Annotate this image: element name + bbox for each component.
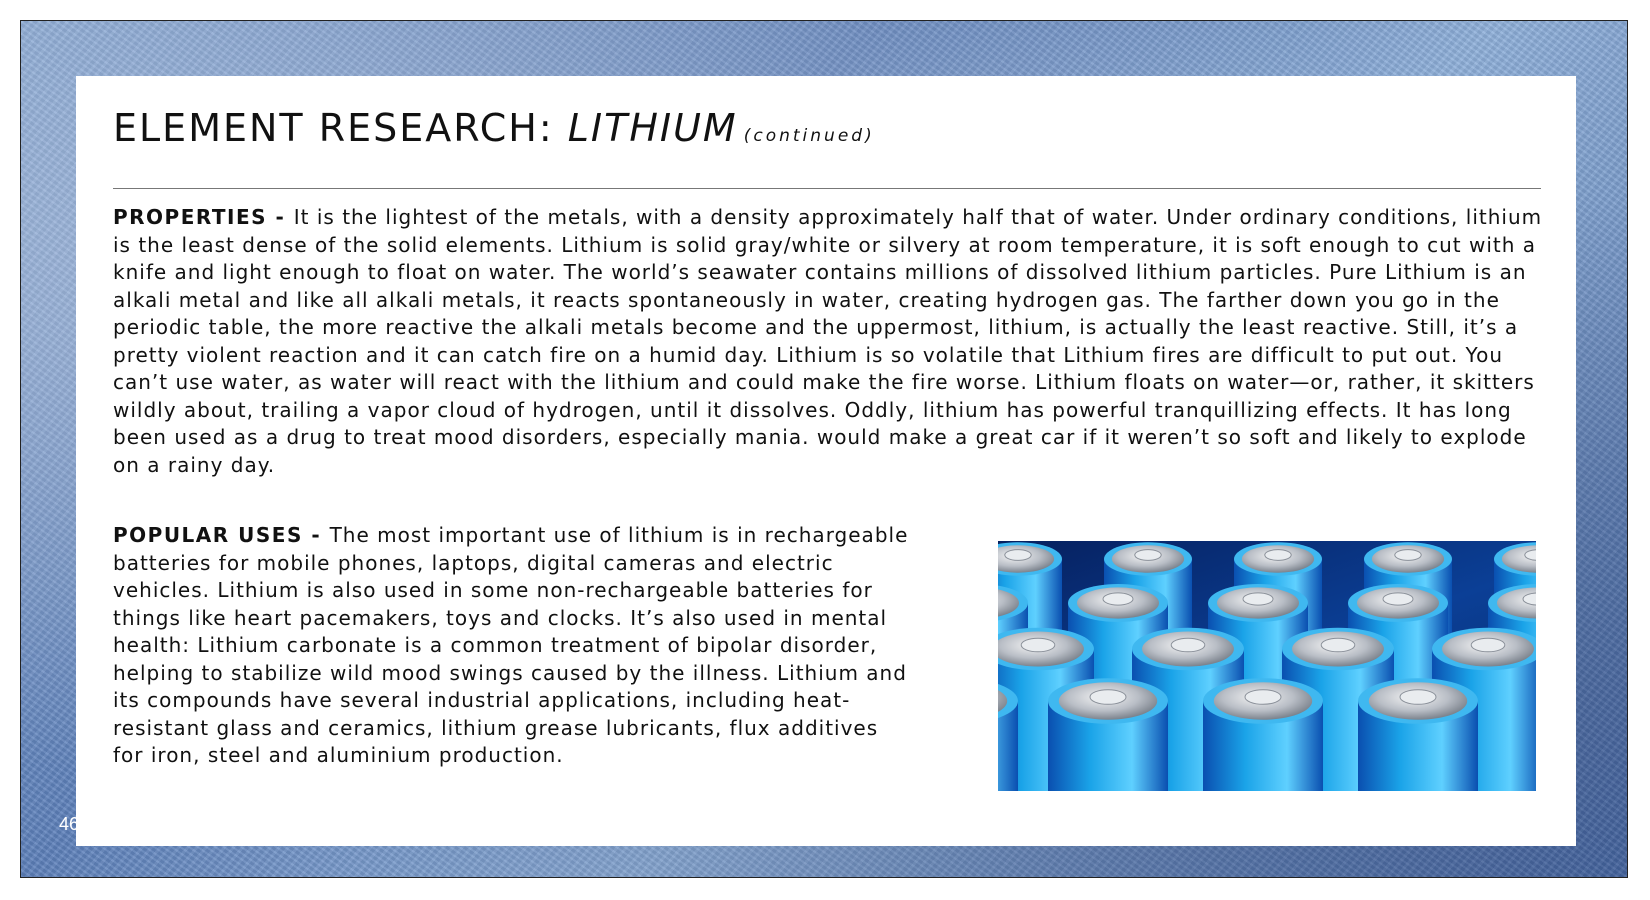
battery-cell bbox=[1358, 678, 1478, 791]
title-suffix: (continued) bbox=[743, 126, 875, 146]
content-card bbox=[76, 76, 1576, 846]
properties-separator: - bbox=[267, 205, 294, 229]
battery-cell bbox=[998, 678, 1018, 791]
title-main: ELEMENT RESEARCH: bbox=[113, 106, 568, 150]
properties-text: It is the lightest of the metals, with a density approximately half that of water. Under ordinary conditions, lithium is the least dense of the solid elements. Lithium is solid gray/white or silvery at room temperature, it is soft enough to cut with a knife and light enough to float on water. The world’s seawater contains millions of dissolved lithium particles. Pure Lithium is an alkali metal and like all alkali metals, it reacts spontaneously in water, creating hydrogen gas. The farther down you go in the periodic table, the more reactive the alkali metals become and the uppermost, lithium, is actually the least reactive. Still, it’s a pretty violent reaction and it can catch fire on a humid day. Lithium is so volatile that Lithium fires are difficult to put out. You can’t use water, as water will react with the lithium and could make the fire worse. Lithium floats on water—or, rather, it skitters wildly about, trailing a vapor cloud of hydrogen, until it dissolves. Oddly, lithium has powerful tranquillizing effects. It has long been used as a drug to treat mood disorders, especially mania. would make a great car if it weren’t so soft and likely to explode on a rainy day. bbox=[113, 205, 1543, 477]
slide-background bbox=[20, 20, 1628, 878]
page-title bbox=[113, 106, 875, 150]
battery-photo bbox=[998, 541, 1536, 791]
battery-cell bbox=[1048, 678, 1168, 791]
title-element: LITHIUM bbox=[567, 106, 738, 150]
uses-paragraph bbox=[113, 522, 913, 770]
battery-illustration bbox=[998, 541, 1536, 791]
uses-text: The most important use of lithium is in rechargeable batteries for mobile phones, laptops, digital cameras and electric vehicles. Lithium is also used in some non-rechargeable batteries for things like heart pacemakers, toys and clocks. It’s also used in mental health: Lithium carbonate is a common treatment of bipolar disorder, helping to stabilize wild mood swings caused by the illness. Lithium and its compounds have several industrial applications, including heat-resistant glass and ceramics, lithium grease lubricants, flux additives for iron, steel and aluminium production. bbox=[113, 523, 909, 767]
battery-cell bbox=[1203, 678, 1323, 791]
uses-separator: - bbox=[302, 523, 330, 547]
properties-heading: PROPERTIES bbox=[113, 205, 268, 229]
title-divider bbox=[113, 188, 1541, 189]
properties-paragraph bbox=[113, 204, 1543, 479]
uses-heading: POPULAR USES bbox=[113, 523, 303, 547]
page-number: 46 bbox=[59, 814, 80, 834]
